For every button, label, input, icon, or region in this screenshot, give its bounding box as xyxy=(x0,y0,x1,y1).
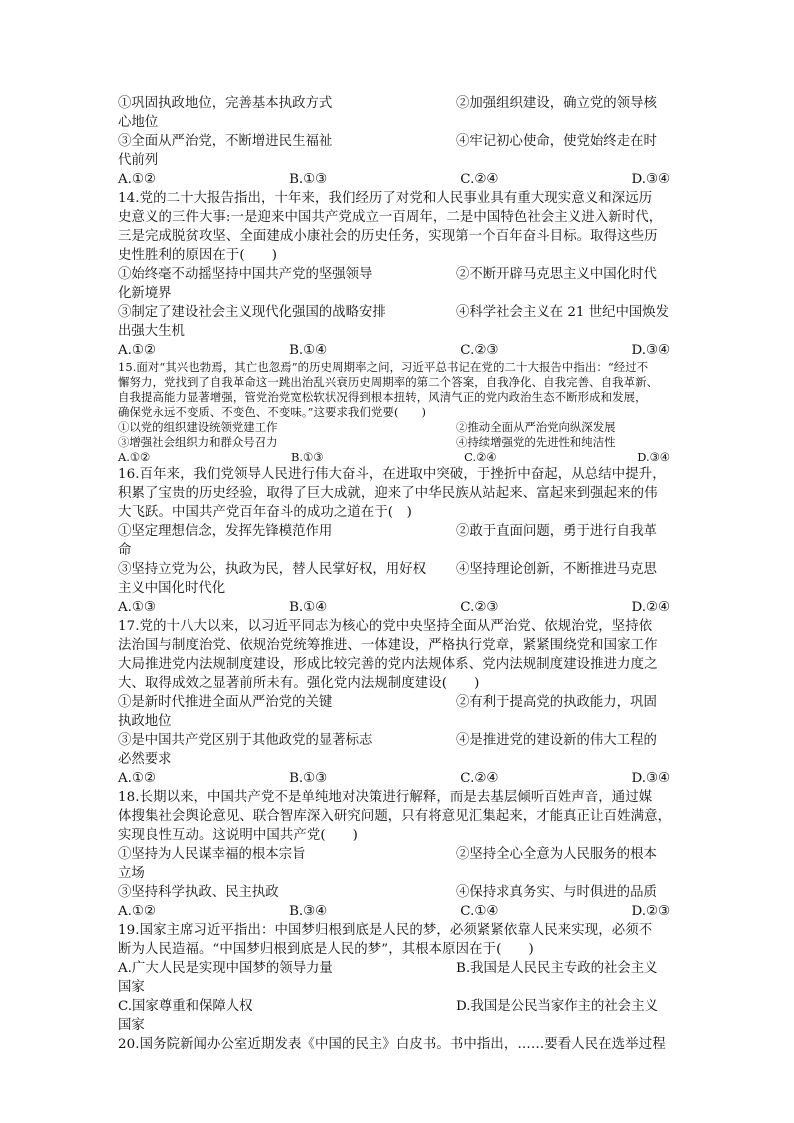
option-2-continued: 化新境界 xyxy=(118,286,172,301)
choice-b-continued: 国家 xyxy=(118,980,145,995)
option-2: ②有利于提高党的执政能力，巩固 xyxy=(456,695,657,710)
answer-choices xyxy=(118,598,670,617)
question-17 xyxy=(118,617,678,788)
option-4: ④牢记初心使命，使党始终走在时 xyxy=(456,134,657,149)
choice-d[interactable]: D.②③ xyxy=(631,904,670,919)
choice-b[interactable]: B.我国是人民民主专政的社会主义 xyxy=(456,961,658,976)
exam-content xyxy=(118,94,678,1054)
choice-a[interactable]: A.①② xyxy=(118,904,156,919)
choice-a[interactable]: A.①② xyxy=(118,343,156,358)
question-stem-line: 大局推进党内法规制度建设，形成比较完善的党内法规体系、党内法规制度建设推进力度之 xyxy=(118,657,658,672)
question-stem-line: 14.党的二十大报告指出，十年来，我们经历了对党和人民事业具有重大现实意义和深远历 xyxy=(118,191,653,206)
question-20 xyxy=(118,1035,678,1054)
question-stem-line: 积累了宝贵的历史经验，取得了巨大成就，迎来了中华民族从站起来、富起来到强起来的伟 xyxy=(118,486,658,501)
option-4-continued: 代前列 xyxy=(118,153,159,168)
choice-b[interactable]: B.①③ xyxy=(289,771,328,786)
question-stem-line: 确保党永远不变质、不变色、不变味。”这要求我们党要( ) xyxy=(118,405,427,419)
option-row xyxy=(118,731,678,750)
choice-c[interactable]: C.②④ xyxy=(460,172,499,187)
option-1: ①以党的组织建设统领党建工作 xyxy=(118,420,278,434)
option-1: ①是新时代推进全面从严治党的关键 xyxy=(118,695,333,710)
option-2: ②加强组织建设，确立党的领导核 xyxy=(456,96,657,111)
choice-a[interactable]: A.①② xyxy=(118,771,156,786)
option-row xyxy=(118,693,678,712)
question-14 xyxy=(118,189,678,360)
question-stem-line: 实现良性互动。这说明中国共产党( ) xyxy=(118,828,358,843)
option-2: ②坚持全心全意为人民服务的根本 xyxy=(456,847,657,862)
question-stem-line: 20.国务院新闻办公室近期发表《中国的民主》白皮书。书中指出，……要看人民在选举过程 xyxy=(118,1037,666,1052)
question-stem-line: 大、取得成效之显著前所未有。强化党内法规制度建设( ) xyxy=(118,676,480,691)
choice-b[interactable]: B.①④ xyxy=(289,343,328,358)
question-stem-line: 体搜集社会舆论意见、联合智库深入研究问题，只有将意见汇集起来，才能真正让百姓满意， xyxy=(118,809,672,824)
choice-d[interactable]: D.我国是公民当家作主的社会主义 xyxy=(456,999,658,1014)
option-1: ①始终毫不动摇坚持中国共产党的坚强领导 xyxy=(118,267,373,282)
question-18 xyxy=(118,788,678,921)
choice-b[interactable]: B.①③ xyxy=(291,450,324,464)
choice-b[interactable]: B.①③ xyxy=(289,172,328,187)
option-2-continued: 心地位 xyxy=(118,115,159,130)
answer-choices xyxy=(118,769,670,788)
option-row xyxy=(118,132,678,151)
option-row xyxy=(118,997,678,1016)
option-3: ③制定了建设社会主义现代化强国的战略安排 xyxy=(118,305,386,320)
choice-b[interactable]: B.③④ xyxy=(289,904,328,919)
question-13-options xyxy=(118,94,678,189)
question-stem-line: 大飞跃。中国共产党百年奋斗的成功之道在于( ) xyxy=(118,505,412,520)
choice-d-continued: 国家 xyxy=(118,1018,145,1033)
option-4: ④是推进党的建设新的伟大工程的 xyxy=(456,733,657,748)
question-16 xyxy=(118,465,678,617)
option-3: ③增强社会组织力和群众号召力 xyxy=(118,435,278,449)
question-stem-line: 17.党的十八大以来，以习近平同志为核心的党中央坚持全面从严治党、依规治党，坚持依 xyxy=(118,619,653,634)
option-row xyxy=(118,959,678,978)
option-4: ④科学社会主义在 21 世纪中国焕发 xyxy=(456,305,670,320)
option-row xyxy=(118,420,678,435)
option-2: ②敢于直面问题，勇于进行自我革 xyxy=(456,524,657,539)
option-4: ④坚持理论创新，不断推进马克思 xyxy=(456,562,657,577)
question-stem-line: 史意义的三件大事:一是迎来中国共产党成立一百周年，二是中国特色社会主义进入新时代， xyxy=(118,210,663,225)
option-row xyxy=(118,883,678,902)
choice-d[interactable]: D.③④ xyxy=(631,172,670,187)
choice-c[interactable]: C.①④ xyxy=(460,904,499,919)
choice-a[interactable]: A.①② xyxy=(118,450,151,464)
choice-a[interactable]: A.广大人民是实现中国梦的领导力量 xyxy=(118,961,333,976)
choice-c[interactable]: C.②③ xyxy=(460,343,499,358)
question-stem-line: 19.国家主席习近平指出：中国梦归根到底是人民的梦，必须紧紧依靠人民来实现，必须不 xyxy=(118,923,653,938)
choice-c[interactable]: C.②④ xyxy=(460,771,499,786)
question-stem-line: 自我提高能力显著增强，管党治党宽松软状况得到根本扭转，风清气正的党内政治生态不断形成和发展， xyxy=(118,390,647,404)
answer-choices xyxy=(118,341,670,360)
option-4-continued: 出强大生机 xyxy=(118,324,185,339)
option-2-continued: 立场 xyxy=(118,866,145,881)
question-stem-line: 三是完成脱贫攻坚、全面建成小康社会的历史任务，实现第一个百年奋斗目标。取得这些历 xyxy=(118,229,658,244)
choice-b[interactable]: B.①④ xyxy=(289,600,328,615)
choice-c[interactable]: C.国家尊重和保障人权 xyxy=(118,999,253,1014)
question-stem-line: 懈努力，党找到了自我革命这一跳出治乱兴衰历史周期率的第二个答案，自我净化、自我完善、自我革新、 xyxy=(118,375,659,389)
option-2: ②推动全面从严治党向纵深发展 xyxy=(456,420,616,434)
option-4-continued: 主义中国化时代化 xyxy=(118,581,226,596)
option-3: ③是中国共产党区别于其他政党的显著标志 xyxy=(118,733,373,748)
choice-d[interactable]: D.③④ xyxy=(631,343,670,358)
option-row xyxy=(118,303,678,322)
choice-d[interactable]: D.③④ xyxy=(637,450,670,464)
choice-d[interactable]: D.③④ xyxy=(631,771,670,786)
question-stem-line: 15.面对“其兴也勃焉，其亡也忽焉”的历史周期率之问，习近平总书记在党的二十大报告中指出：“经过不 xyxy=(118,360,649,374)
option-row xyxy=(118,560,678,579)
question-stem-line: 法治国与制度治党、依规治党统筹推进、一体建设，严格执行党章，紧紧围绕党和国家工作 xyxy=(118,638,658,653)
question-stem-line: 18.长期以来，中国共产党不是单纯地对决策进行解释，而是去基层倾听百姓声音，通过媒 xyxy=(118,790,653,805)
option-1: ①坚持为人民谋幸福的根本宗旨 xyxy=(118,847,306,862)
answer-choices xyxy=(118,450,670,465)
option-4: ④保持求真务实、与时俱进的品质 xyxy=(456,885,657,900)
option-row xyxy=(118,94,678,113)
option-4: ④持续增强党的先进性和纯洁性 xyxy=(456,435,616,449)
question-19 xyxy=(118,921,678,1035)
option-3: ③坚持科学执政、民主执政 xyxy=(118,885,279,900)
choice-a[interactable]: A.①③ xyxy=(118,600,156,615)
choice-c[interactable]: C.②④ xyxy=(464,450,497,464)
option-row xyxy=(118,435,678,450)
option-row xyxy=(118,265,678,284)
option-3: ③全面从严治党，不断增进民生福祉 xyxy=(118,134,333,149)
option-2: ②不断开辟马克思主义中国化时代 xyxy=(456,267,657,282)
choice-a[interactable]: A.①② xyxy=(118,172,156,187)
answer-choices xyxy=(118,902,670,921)
option-row xyxy=(118,845,678,864)
question-stem-line: 16.百年来，我们党领导人民进行伟大奋斗，在进取中突破，于挫折中奋起，从总结中提升， xyxy=(118,467,666,482)
option-1: ①巩固执政地位，完善基本执政方式 xyxy=(118,96,333,111)
option-4-continued: 必然要求 xyxy=(118,752,172,767)
option-2-continued: 执政地位 xyxy=(118,714,172,729)
question-15 xyxy=(118,360,678,465)
choice-d[interactable]: D.②④ xyxy=(631,600,670,615)
question-stem-line: 史性胜利的原因在于( ) xyxy=(118,248,278,263)
option-3: ③坚持立党为公，执政为民，替人民掌好权，用好权 xyxy=(118,562,426,577)
option-1: ①坚定理想信念，发挥先锋模范作用 xyxy=(118,524,333,539)
question-stem-line: 断为人民造福。“中国梦归根到底是人民的梦”，其根本原因在于( ) xyxy=(118,942,534,957)
choice-c[interactable]: C.②③ xyxy=(460,600,499,615)
option-row xyxy=(118,522,678,541)
option-2-continued: 命 xyxy=(118,543,132,558)
answer-choices xyxy=(118,170,670,189)
